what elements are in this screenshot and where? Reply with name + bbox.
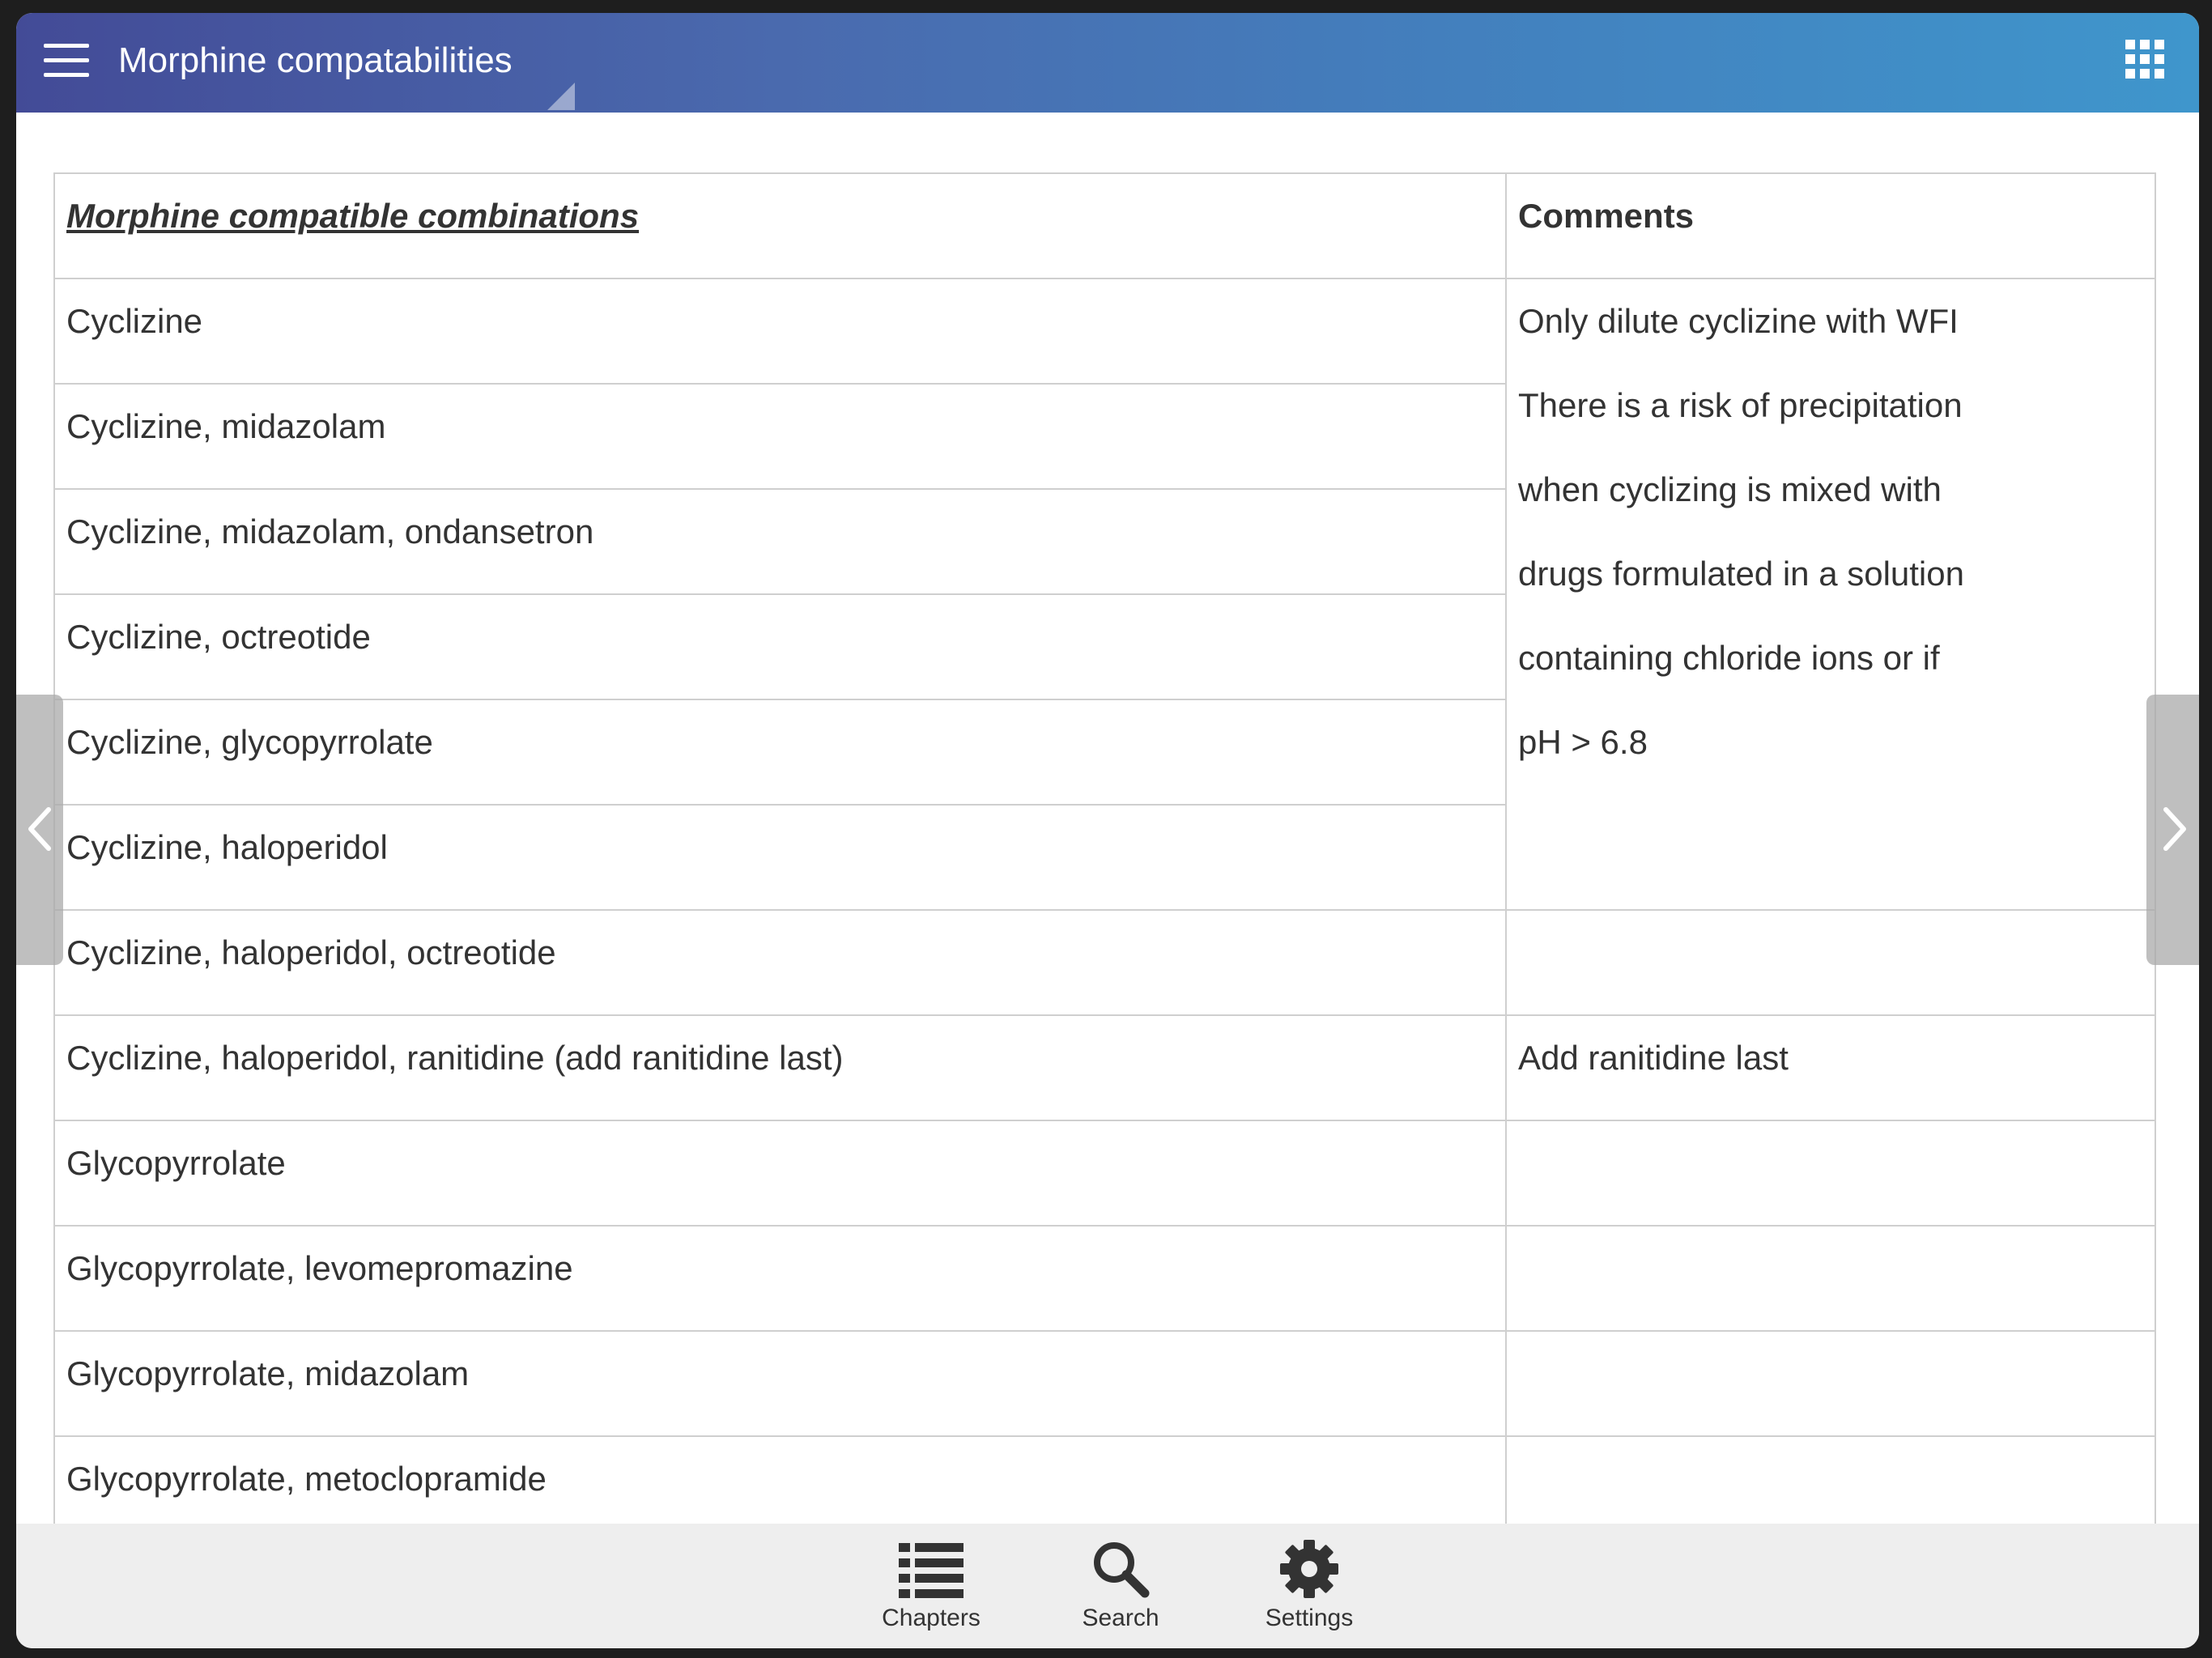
- nav-chapters-button[interactable]: [866, 1538, 996, 1643]
- comment-line: There is a risk of precipitation: [1518, 386, 1963, 424]
- combination-cell: Glycopyrrolate: [54, 1120, 1506, 1226]
- combination-cell: Cyclizine: [54, 278, 1506, 384]
- column-header-comments: Comments: [1506, 173, 2155, 278]
- comment-line: pH > 6.8: [1518, 723, 1648, 761]
- combination-cell: Cyclizine, haloperidol, ranitidine (add ranitidine last): [54, 1015, 1506, 1120]
- table-header-row: [54, 173, 2155, 278]
- combination-cell: Glycopyrrolate, levomepromazine: [54, 1226, 1506, 1331]
- hamburger-menu-icon[interactable]: [44, 40, 89, 86]
- table-row: [54, 910, 2155, 1015]
- combination-cell: Cyclizine, glycopyrrolate: [54, 699, 1506, 805]
- previous-page-button[interactable]: [16, 695, 63, 965]
- comment-line: drugs formulated in a solution: [1518, 555, 1964, 593]
- comment-line: Only dilute cyclizine with WFI: [1518, 302, 1959, 340]
- combination-cell: Cyclizine, octreotide: [54, 594, 1506, 699]
- chevron-left-icon: [24, 805, 57, 853]
- combination-cell: Cyclizine, midazolam, ondansetron: [54, 489, 1506, 594]
- table-row: [54, 1015, 2155, 1120]
- nav-chapters-label: Chapters: [882, 1605, 981, 1631]
- combination-cell: Cyclizine, haloperidol: [54, 805, 1506, 910]
- comment-line: containing chloride ions or if: [1518, 639, 1940, 677]
- combination-cell: Cyclizine, haloperidol, octreotide: [54, 910, 1506, 1015]
- comment-cell: [1506, 1226, 2155, 1331]
- comment-cell: [1506, 1436, 2155, 1524]
- combination-cell: Cyclizine, midazolam: [54, 384, 1506, 489]
- table-row: [54, 1436, 2155, 1524]
- comment-line: when cyclizing is mixed with: [1518, 470, 1942, 508]
- comment-cell-ranitidine: Add ranitidine last: [1506, 1015, 2155, 1120]
- chevron-right-icon: [2158, 805, 2190, 853]
- app-window: [16, 13, 2199, 1648]
- list-icon: [897, 1538, 965, 1600]
- comment-cell-cyclizine: [1506, 278, 2155, 910]
- table-row: [54, 1120, 2155, 1226]
- table-row: [54, 278, 2155, 384]
- comment-cell: [1506, 1120, 2155, 1226]
- app-header: [16, 13, 2199, 113]
- combination-cell: Glycopyrrolate, metoclopramide: [54, 1436, 1506, 1524]
- nav-search-label: Search: [1082, 1605, 1159, 1631]
- comment-cell: [1506, 910, 2155, 1015]
- table-row: [54, 1331, 2155, 1436]
- nav-settings-button[interactable]: [1244, 1538, 1374, 1643]
- page-title: Morphine compatabilities: [118, 40, 513, 80]
- content-area[interactable]: [16, 113, 2199, 1524]
- grid-apps-icon[interactable]: [2125, 40, 2164, 79]
- nav-settings-label: Settings: [1265, 1605, 1354, 1631]
- comment-cell: [1506, 1331, 2155, 1436]
- bottom-nav-bar: [16, 1524, 2199, 1648]
- next-page-button[interactable]: [2146, 695, 2199, 965]
- table-row: [54, 1226, 2155, 1331]
- nav-search-button[interactable]: [1056, 1538, 1185, 1643]
- title-corner-indicator: [547, 83, 575, 110]
- column-header-combinations: Morphine compatible combinations: [54, 173, 1506, 278]
- search-icon: [1090, 1538, 1151, 1600]
- compatibility-table: [53, 172, 2156, 1524]
- combination-cell: Glycopyrrolate, midazolam: [54, 1331, 1506, 1436]
- gear-icon: [1278, 1538, 1340, 1600]
